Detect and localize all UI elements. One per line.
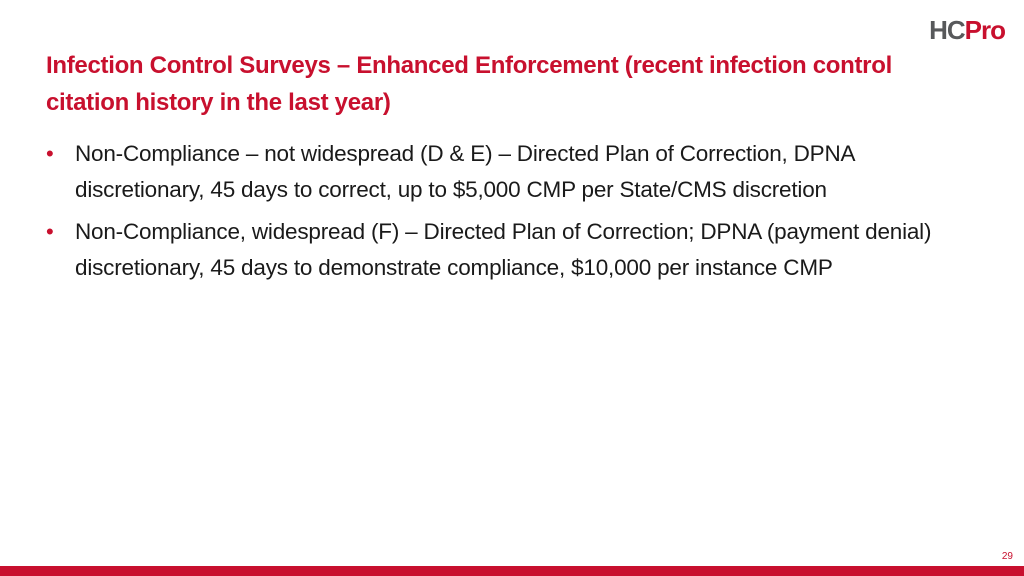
bullet-item xyxy=(46,136,986,207)
bullet-dot-icon: • xyxy=(46,219,54,244)
logo-hc-text: HC xyxy=(929,15,965,45)
slide-title: Infection Control Surveys – Enhanced Enforcement (recent infection control citation history in the last year) xyxy=(46,52,892,116)
logo-pro-text: Pro xyxy=(964,15,1005,45)
bullet-item xyxy=(46,214,986,285)
bullet-dot-icon: • xyxy=(46,141,54,166)
hcpro-logo xyxy=(929,14,1005,46)
bullet-text: Non-Compliance, widespread (F) – Directed Plan of Correction; DPNA (payment denial) discretionary, 45 days to demonstrate compliance, $10,000 per instance CMP xyxy=(75,219,932,280)
bullet-list xyxy=(46,136,986,292)
footer-bar xyxy=(0,566,1024,576)
bullet-text: Non-Compliance – not widespread (D & E) – Directed Plan of Correction, DPNA discretionary, 45 days to correct, up to $5,000 CMP per State/CMS discretion xyxy=(75,141,855,202)
page-number: 29 xyxy=(1001,551,1013,562)
